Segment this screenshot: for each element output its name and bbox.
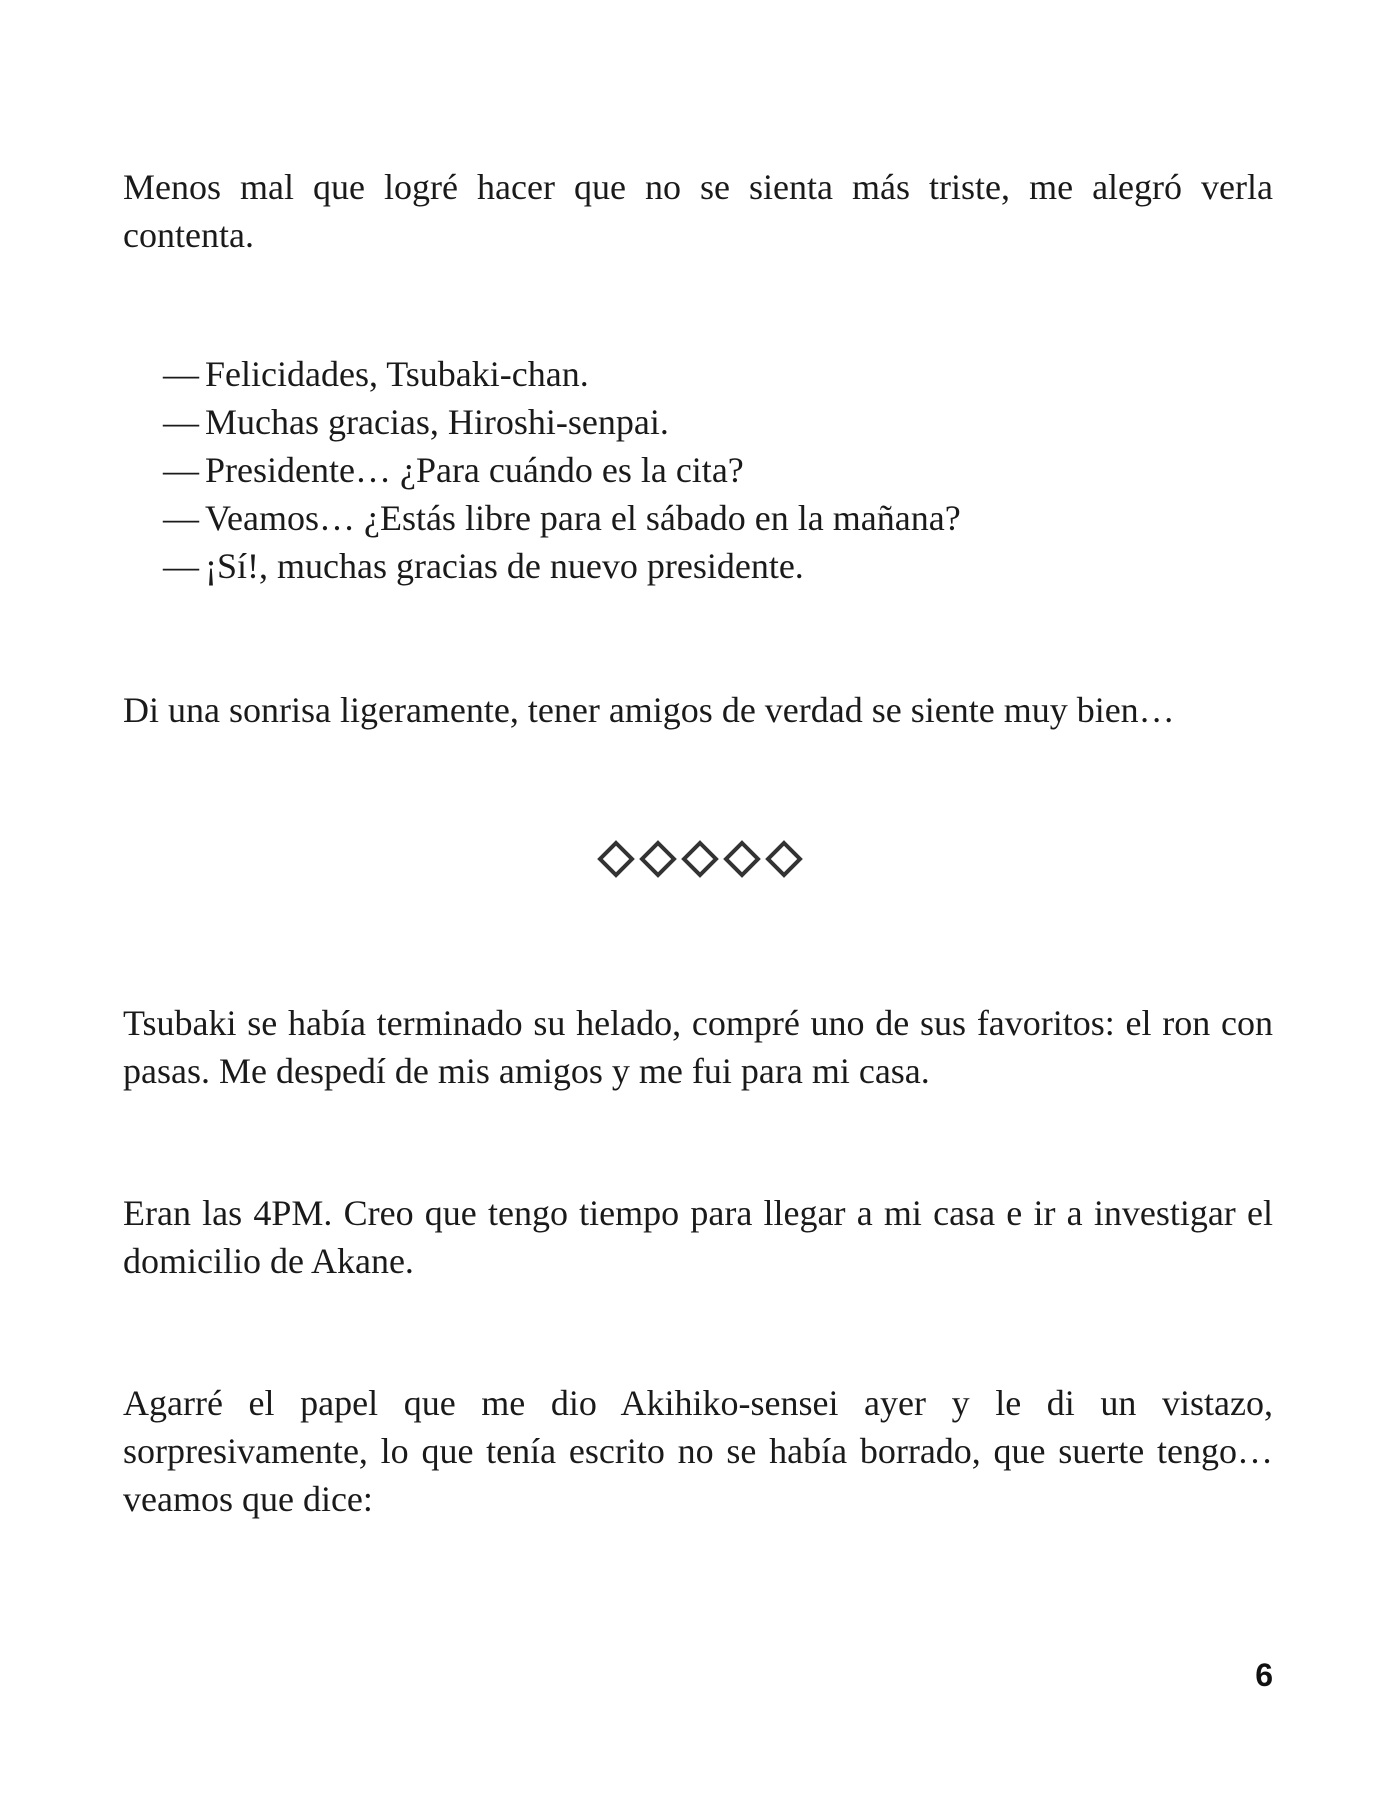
dialogue-line	[163, 350, 1263, 398]
dialogue-line	[163, 494, 1263, 542]
dialogue-line	[163, 398, 1263, 446]
diamond-outline-icon	[639, 840, 677, 878]
dialogue-text: Veamos… ¿Estás libre para el sábado en la mañana?	[205, 498, 961, 538]
em-dash: —	[163, 354, 199, 394]
dialogue-line	[163, 446, 1263, 494]
section-separator	[0, 840, 1400, 878]
diamond-outline-icon	[681, 840, 719, 878]
dialogue-text: Muchas gracias, Hiroshi-senpai.	[205, 402, 669, 442]
diamond-outline-icon	[597, 840, 635, 878]
diamond-outline-icon	[765, 840, 803, 878]
em-dash: —	[163, 498, 199, 538]
paragraph-5: Agarré el papel que me dio Akihiko-sensei ayer y le di un vistazo, sorpresivamente, lo que tenía escrito no se había borrado, que suerte tengo… veamos que dice:	[123, 1383, 1273, 1519]
paragraph-3: Tsubaki se había terminado su helado, compré uno de sus favoritos: el ron con pasas. Me despedí de mis amigos y me fui para mi casa.	[123, 1003, 1273, 1091]
dialogue-text: ¡Sí!, muchas gracias de nuevo presidente.	[205, 546, 804, 586]
paragraph-4: Eran las 4PM. Creo que tengo tiempo para llegar a mi casa e ir a investigar el domicilio de Akane.	[123, 1193, 1273, 1281]
paragraph-1: Menos mal que logré hacer que no se sienta más triste, me alegró verla contenta.	[123, 167, 1273, 255]
dialogue-block	[163, 350, 1263, 590]
em-dash: —	[163, 546, 199, 586]
diamond-outline-icon	[723, 840, 761, 878]
dialogue-line	[163, 542, 1263, 590]
paragraph-2: Di una sonrisa ligeramente, tener amigos de verdad se siente muy bien…	[123, 690, 1175, 730]
dialogue-text: Felicidades, Tsubaki-chan.	[205, 354, 589, 394]
page-number: 6	[1255, 1657, 1273, 1693]
dialogue-text: Presidente… ¿Para cuándo es la cita?	[205, 450, 744, 490]
em-dash: —	[163, 450, 199, 490]
em-dash: —	[163, 402, 199, 442]
